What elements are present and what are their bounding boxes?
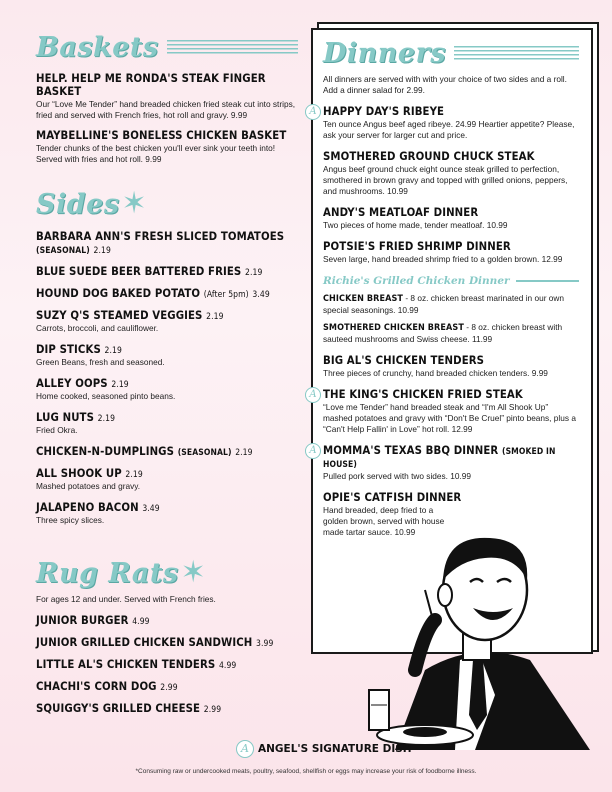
- sides-header: [36, 187, 298, 221]
- retro-man-eating-illustration: [355, 520, 595, 750]
- menu-item-price: 2.19: [235, 448, 253, 458]
- menu-item-name: [36, 501, 298, 514]
- menu-item: [36, 265, 298, 278]
- legend-label: ANGEL'S SIGNATURE DISH: [258, 743, 412, 755]
- menu-item: [323, 240, 579, 265]
- menu-item: [36, 680, 298, 693]
- menu-item: [36, 467, 298, 492]
- dinners-title: Dinners: [323, 37, 447, 69]
- menu-item: [36, 230, 298, 256]
- menu-item-desc: Three pieces of crunchy, hand breaded chicken tenders. 9.99: [323, 368, 548, 378]
- menu-item-name: [36, 309, 298, 322]
- menu-item-name: [36, 377, 298, 390]
- menu-item-name: [36, 680, 298, 693]
- menu-item-title: LUG NUTS: [36, 411, 95, 424]
- menu-item: [36, 501, 298, 526]
- menu-item-desc: Tender chunks of the best chicken you'll ever sink your teeth into! Served with fries and hot roll. 9.99: [36, 143, 276, 164]
- menu-item-name: [323, 491, 579, 504]
- menu-item-price: 2.99: [203, 705, 222, 715]
- menu-item: [323, 322, 579, 345]
- rugrats-header: [36, 556, 298, 590]
- disclaimer: *Consuming raw or undercooked meats, poultry, seafood, shellfish or eggs may increase your risk of foodborne illness.: [135, 768, 477, 775]
- menu-item-name: [36, 411, 298, 424]
- menu-item-desc: Three spicy slices.: [36, 515, 105, 525]
- rugrats-intro: For ages 12 and under. Served with French fries.: [36, 594, 216, 604]
- menu-item-price: 3.99: [256, 639, 274, 649]
- sides-list: [36, 230, 298, 526]
- menu-item-name: [36, 72, 298, 98]
- menu-item-price: 2.99: [160, 683, 178, 693]
- dinners-decor-lines: [454, 46, 579, 60]
- menu-item-title: MAYBELLINE'S BONELESS CHICKEN BASKET: [36, 129, 287, 142]
- menu-item-title: SUZY Q'S STEAMED VEGGIES: [36, 309, 203, 322]
- baskets-title: Baskets: [36, 31, 159, 63]
- menu-item: [36, 411, 298, 436]
- angel-badge-icon: A: [305, 443, 321, 459]
- menu-item-desc: Seven large, hand breaded shrimp fried to a golden brown. 12.99: [323, 254, 563, 264]
- menu-item-title: POTSIE'S FRIED SHRIMP DINNER: [323, 240, 511, 253]
- menu-item-desc: Two pieces of home made, tender meatloaf. 10.99: [323, 220, 508, 230]
- signature-dish-legend: [236, 740, 412, 758]
- menu-item-price: 4.99: [218, 661, 237, 671]
- menu-item-title: MOMMA'S TEXAS BBQ DINNER: [323, 444, 499, 457]
- menu-item-desc: Mashed potatoes and gravy.: [36, 481, 141, 491]
- menu-item-name: [323, 388, 579, 401]
- menu-item-title: JUNIOR BURGER: [36, 614, 129, 627]
- menu-item: [323, 293, 579, 316]
- menu-item-name: [36, 614, 298, 627]
- menu-item-title: THE KING'S CHICKEN FRIED STEAK: [323, 388, 523, 401]
- menu-item: [36, 445, 298, 458]
- left-column: [36, 30, 298, 715]
- menu-item-tag: (SMOKED IN HOUSE): [323, 447, 556, 470]
- menu-item-title: SQUIGGY'S GRILLED CHEESE: [36, 702, 201, 715]
- menu-item: [36, 129, 298, 165]
- menu-item-title: HAPPY DAY'S RIBEYE: [323, 105, 445, 118]
- menu-item-desc: Carrots, broccoli, and cauliflower.: [36, 323, 159, 333]
- menu-item-title: JALAPENO BACON: [36, 501, 139, 514]
- angel-badge-icon: A: [305, 387, 321, 403]
- menu-item-price: 2.19: [97, 414, 116, 424]
- menu-item-price: 2.19: [206, 312, 224, 322]
- menu-item-desc: Our “Love Me Tender” hand breaded chicken fried steak cut into strips, fried and served with French fries, hot roll and gravy. 9.99: [36, 99, 296, 120]
- menu-item-desc: - 8 oz. chicken breast with sauteed mushrooms and Swiss cheese. 11.99: [323, 322, 563, 344]
- menu-item: [36, 658, 298, 671]
- dinners-list: [309, 105, 579, 265]
- menu-item-name: [36, 230, 298, 256]
- menu-item-desc: - 8 oz. chicken breast marinated in our own special seasonings. 10.99: [323, 293, 564, 315]
- menu-item-title: OPIE'S CATFISH DINNER: [323, 491, 462, 504]
- menu-item-price: 2.19: [111, 380, 129, 390]
- menu-item-name: [36, 287, 298, 300]
- menu-item: [309, 444, 579, 482]
- menu-item-title: CHICKEN-N-DUMPLINGS: [36, 445, 175, 458]
- grilled-chicken-title: Richie's Grilled Chicken Dinner: [323, 275, 510, 287]
- menu-item-price: 4.99: [132, 617, 150, 627]
- menu-item-title: BIG AL'S CHICKEN TENDERS: [323, 354, 485, 367]
- menu-item-title: ALLEY OOPS: [36, 377, 108, 390]
- menu-item-name: [36, 265, 298, 278]
- menu-item-tag: (SEASONAL): [177, 448, 232, 458]
- menu-item-desc: “Love me Tender” hand breaded steak and “I'm All Shook Up” mashed potatoes and gravy with “Don't Be Cruel” pinto beans, plus a “Can't Help Fallin' in Love” hot roll. 12.99: [323, 402, 576, 434]
- grilled-list: [323, 293, 579, 345]
- menu-item-title: BLUE SUEDE BEER BATTERED FRIES: [36, 265, 242, 278]
- menu-item-name: [36, 467, 298, 480]
- rugrats-title: Rug Rats: [36, 557, 179, 589]
- menu-item-tag: (After 5pm): [203, 290, 249, 300]
- menu-item-desc: Angus beef ground chuck eight ounce steak grilled to perfection, smothered in brown gravy and topped with grilled onions, peppers, and mushrooms. 10.99: [323, 164, 568, 196]
- menu-item: [36, 614, 298, 627]
- menu-item-title: ALL SHOOK UP: [36, 467, 122, 480]
- dinners-list-2: [309, 354, 579, 538]
- angel-badge-icon: A: [236, 740, 254, 758]
- menu-item-desc: Fried Okra.: [36, 425, 78, 435]
- menu-item-price: 3.49: [252, 290, 270, 300]
- menu-item-title: HOUND DOG BAKED POTATO: [36, 287, 201, 300]
- menu-item-desc: Ten ounce Angus beef aged ribeye. 24.99 Heartier appetite? Please, ask your server for larger cut and price.: [323, 119, 575, 140]
- menu-item: [36, 287, 298, 300]
- menu-item-price: 2.19: [93, 246, 111, 256]
- baskets-list: [36, 72, 298, 165]
- sides-title: Sides: [36, 188, 120, 220]
- menu-item-name: [323, 294, 403, 304]
- menu-item-title: CHACHI'S CORN DOG: [36, 680, 157, 693]
- menu-item-desc: Hand breaded, deep fried to a golden brown, served with house made tartar sauce. 10.99: [323, 505, 445, 537]
- baskets-decor-lines: [167, 40, 298, 54]
- menu-item: [36, 636, 298, 649]
- menu-item-name: [36, 636, 298, 649]
- menu-item-title: HELP. HELP ME RONDA'S STEAK FINGER BASKET: [36, 72, 266, 98]
- menu-item: [36, 702, 298, 715]
- menu-item-desc: Home cooked, seasoned pinto beans.: [36, 391, 176, 401]
- menu-item-name: [323, 354, 579, 367]
- menu-item-name: [36, 343, 298, 356]
- menu-item-name: [323, 444, 579, 470]
- rugrats-list: [36, 614, 298, 715]
- menu-item: [309, 388, 579, 435]
- menu-item-name: [36, 445, 298, 458]
- dinners-header: [323, 36, 579, 70]
- baskets-header: [36, 30, 298, 64]
- angel-badge-icon: A: [305, 104, 321, 120]
- menu-item-name: [323, 240, 579, 253]
- menu-item-name: [36, 702, 298, 715]
- menu-item-title: SMOTHERED GROUND CHUCK STEAK: [323, 150, 535, 163]
- dinners-intro: All dinners are served with with your choice of two sides and a roll. Add a dinner salad for 2.99.: [323, 74, 567, 95]
- menu-item: [323, 354, 579, 379]
- menu-item: [36, 377, 298, 402]
- menu-item-title: LITTLE AL'S CHICKEN TENDERS: [36, 658, 216, 671]
- menu-item-price: 2.19: [125, 470, 143, 480]
- menu-item: [323, 206, 579, 231]
- sparkle-icon: ✶: [180, 556, 206, 589]
- menu-item-desc: Pulled pork served with two sides. 10.99: [323, 471, 472, 481]
- menu-item: [36, 72, 298, 121]
- right-column: [309, 36, 579, 538]
- menu-item-title: ANDY'S MEATLOAF DINNER: [323, 206, 479, 219]
- menu-item-name: [323, 150, 579, 163]
- menu-item-tag: (SEASONAL): [36, 246, 90, 256]
- grilled-chicken-header: [323, 275, 579, 287]
- menu-item-price: 2.19: [245, 268, 263, 278]
- menu-item-title: CHICKEN BREAST: [323, 294, 404, 304]
- menu-item-name: [36, 129, 298, 142]
- menu-item-name: [323, 323, 464, 333]
- menu-item-title: SMOTHERED CHICKEN BREAST: [323, 323, 464, 333]
- menu-item-title: JUNIOR GRILLED CHICKEN SANDWICH: [36, 636, 253, 649]
- menu-item-price: 2.19: [104, 346, 122, 356]
- menu-item-desc: Green Beans, fresh and seasoned.: [36, 357, 165, 367]
- menu-item-name: [36, 658, 298, 671]
- menu-item-name: [323, 206, 579, 219]
- menu-item-title: DIP STICKS: [36, 343, 101, 356]
- menu-item-title: BARBARA ANN'S FRESH SLICED TOMATOES: [36, 230, 285, 243]
- menu-item-price: 3.49: [142, 504, 160, 514]
- menu-item: [36, 343, 298, 368]
- menu-item: [36, 309, 298, 334]
- menu-item-name: [323, 105, 579, 118]
- sparkle-icon: ✶: [121, 187, 147, 220]
- menu-item: [323, 150, 579, 197]
- menu-item: [309, 105, 579, 141]
